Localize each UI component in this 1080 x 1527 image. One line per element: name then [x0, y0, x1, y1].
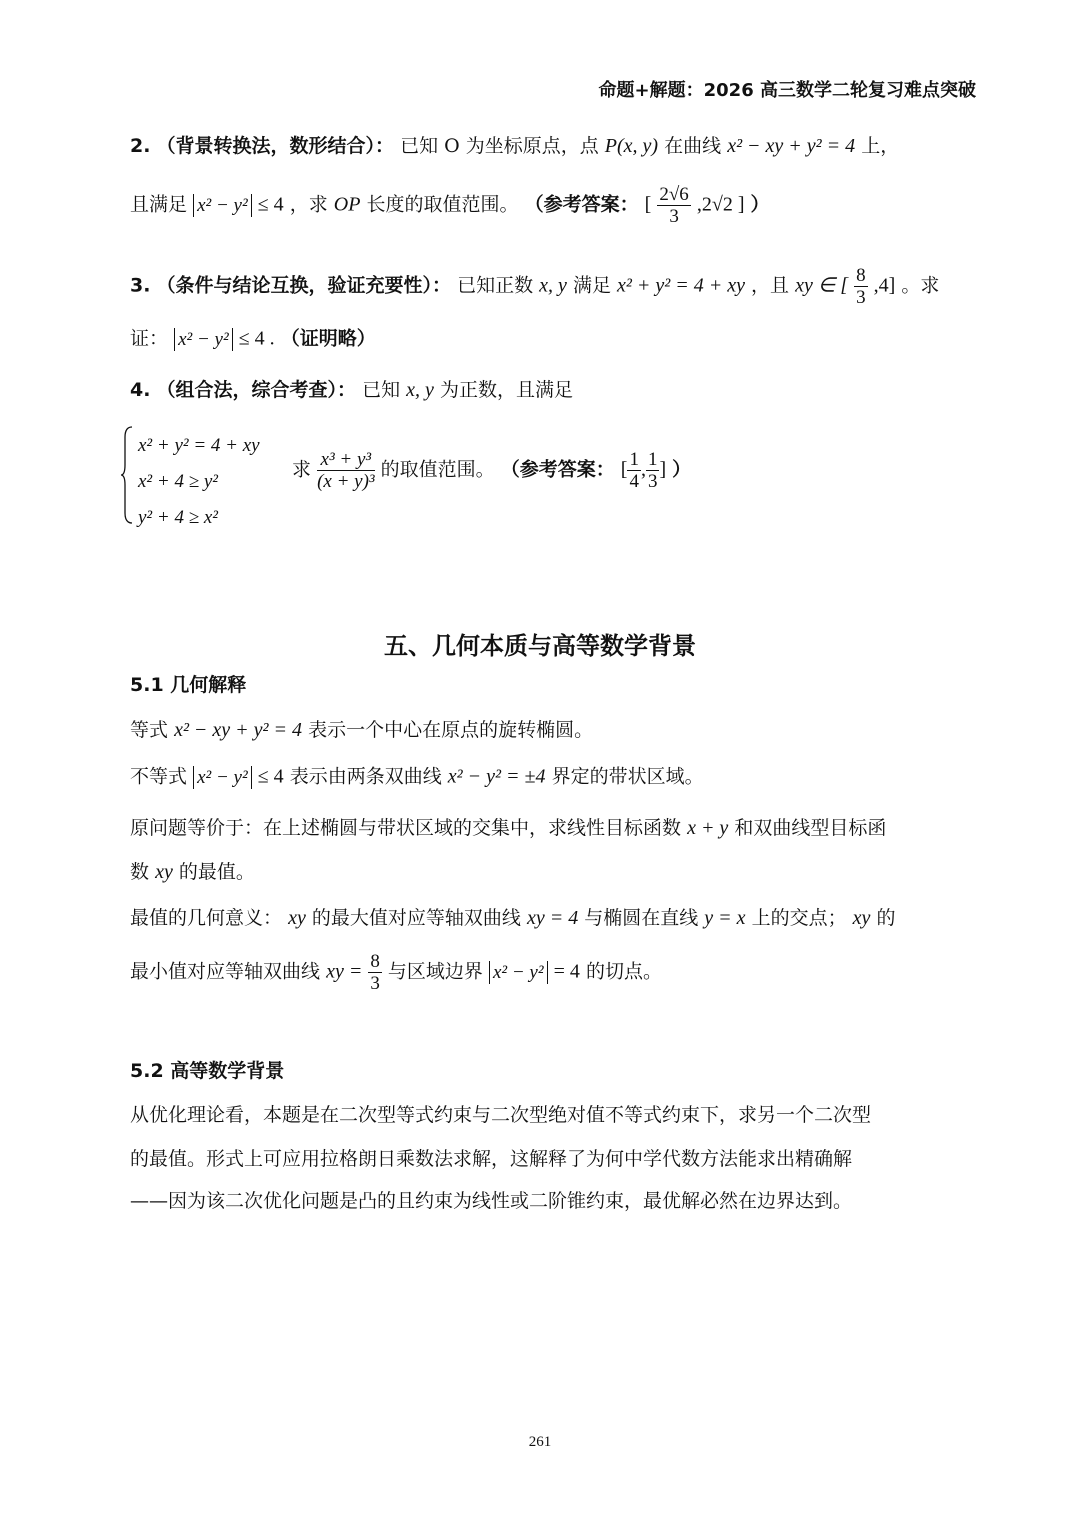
text: 最小值对应等轴双曲线 [130, 960, 321, 983]
problem-3-line-2 [130, 328, 376, 351]
section-title: 五、几何本质与高等数学背景 [384, 632, 696, 660]
text: 的 [876, 907, 896, 929]
problem-3-line-1 [130, 266, 939, 307]
problem-4-line-1 [130, 380, 573, 400]
text: 为正数，且满足 [439, 379, 573, 401]
s51-line-4 [130, 862, 255, 882]
s51-line-6 [130, 952, 662, 993]
math: xy = 4 [526, 907, 579, 929]
math: P(x, y) [604, 135, 659, 157]
math: x² − y² = ±4 [447, 765, 546, 788]
problem-2-line-2 [130, 185, 770, 226]
fraction: $\frac{8}{3}$ [856, 265, 866, 308]
fraction: $\frac{8}{3}$ [370, 951, 380, 994]
text: 界定的带状区域。 [551, 765, 704, 788]
text: 表示一个中心在原点的旋转椭圆。 [308, 719, 594, 741]
problem-method: （背景转换法，数形结合）： [156, 135, 395, 157]
problem-label: 2. [130, 135, 151, 157]
s52-line-1: 从优化理论看，本题是在二次型等式约束与二次型绝对值不等式约束下，求另一个二次型 [130, 1104, 872, 1126]
text: 长度的取值范围。 [366, 193, 519, 216]
s51-line-3 [130, 818, 886, 838]
problem-method: （条件与结论互换，验证充要性）： [156, 274, 452, 297]
math: xy [155, 861, 173, 883]
text: 在曲线 [664, 135, 722, 157]
math: x² − xy + y² = 4 [174, 719, 303, 741]
math: x, y [539, 274, 567, 297]
text: 已知 O 为坐标原点，点 [400, 135, 599, 157]
absolute-value: x² − y² [193, 766, 252, 789]
fraction: $\frac{1}{4}$ [629, 449, 639, 492]
s52-line-3: ——因为该二次优化问题是凸的且约束为线性或二阶锥约束，最优解必然在边界达到。 [130, 1190, 853, 1212]
math: x² − xy + y² = 4 [727, 135, 856, 157]
fraction: $\frac{\text{x³ + y³}}{\text{(x + y)³}}$ [317, 449, 375, 492]
text: 上， [861, 135, 900, 157]
text: 求 [292, 458, 312, 481]
text: 证： [130, 327, 169, 350]
text: 原问题等价于：在上述椭圆与带状区域的交集中，求线性目标函数 [130, 817, 682, 839]
math: xy [852, 907, 871, 929]
problem-4-question: 求 $\frac{\text{x³ + y³}}{\text{(x + y)³}}$ 的取值范围。 （参考答案： [ $\frac{1}{4}$ , $\frac{1}{3}$ ] ） [292, 449, 692, 492]
math: ,2√2 ] [696, 193, 745, 216]
text: 等式 [130, 719, 169, 741]
math: x, y [406, 379, 434, 401]
equation-system [138, 428, 260, 536]
fraction: $\frac{1}{3}$ [647, 449, 658, 492]
text: 最值的几何意义： [130, 907, 283, 929]
problem-method: （组合法，综合考查）： [156, 379, 357, 401]
text: 的最值。 [178, 861, 255, 883]
text: 。求 [901, 274, 940, 297]
text: 已知 [362, 379, 401, 401]
math: ≤ 4 [257, 193, 284, 216]
problem-label: 3. [130, 274, 151, 297]
text: 表示由两条双曲线 [289, 765, 442, 788]
math: y = x [704, 907, 746, 929]
math: [ [644, 193, 652, 216]
math: ≤ 4 . [238, 327, 275, 350]
text: 已知正数 [457, 274, 534, 297]
text: 的取值范围。 [380, 458, 495, 481]
math: ≤ 4 [257, 765, 284, 788]
text: 数 [130, 861, 150, 883]
left-brace-icon [120, 425, 134, 525]
system-inequality: x² + 4 ≥ y² [138, 471, 219, 492]
absolute-value: x² − y² [193, 194, 252, 217]
math: xy = [326, 960, 363, 983]
answer-label: （参考答案： [500, 458, 615, 481]
text: 和双曲线型目标函 [734, 817, 887, 839]
math: x² + y² = 4 + xy [617, 274, 745, 297]
text: 与区域边界 [387, 960, 483, 983]
text: ，求 [289, 193, 328, 216]
s52-line-2: 的最值。形式上可应用拉格朗日乘数法求解，这解释了为何中学代数方法能求出精确解 [130, 1148, 853, 1170]
system-inequality: y² + 4 ≥ x² [138, 507, 219, 528]
problem-2-line-1 [130, 136, 899, 156]
text: ） [750, 193, 770, 216]
s51-line-5 [130, 908, 895, 928]
math: xy [288, 907, 306, 929]
s51-line-2 [130, 766, 704, 789]
text: 不等式 [130, 765, 188, 788]
subsection-5-1-title: 5.1 几何解释 [130, 674, 247, 696]
text: 与椭圆在直线 [584, 907, 699, 929]
absolute-value: x² − y² [174, 328, 233, 351]
text: 的切点。 [585, 960, 662, 983]
math: xy ∈ [ [795, 274, 849, 297]
math: x + y [687, 817, 729, 839]
text: 的最大值对应等轴双曲线 [311, 907, 521, 929]
running-header: 命题+解题：2026 高三数学二轮复习难点突破 [598, 80, 976, 101]
math: ,4] [873, 274, 896, 297]
problem-label: 4. [130, 379, 151, 401]
text: 且满足 [130, 193, 188, 216]
answer-label: （参考答案： [524, 193, 639, 216]
s51-line-1 [130, 720, 593, 740]
page-number: 261 [528, 1434, 552, 1450]
proof-note: （证明略） [280, 327, 376, 350]
system-equation: x² + y² = 4 + xy [138, 435, 260, 456]
math: = 4 [553, 960, 580, 983]
text: ，且 [751, 274, 790, 297]
absolute-value: x² − y² [489, 961, 548, 984]
text: 满足 [572, 274, 611, 297]
subsection-5-2-title: 5.2 高等数学背景 [130, 1060, 285, 1082]
math: OP [333, 193, 361, 216]
fraction: $\frac{2√6}{3}$ [659, 184, 689, 227]
text: 上的交点； [751, 907, 847, 929]
text: ） [672, 458, 692, 481]
